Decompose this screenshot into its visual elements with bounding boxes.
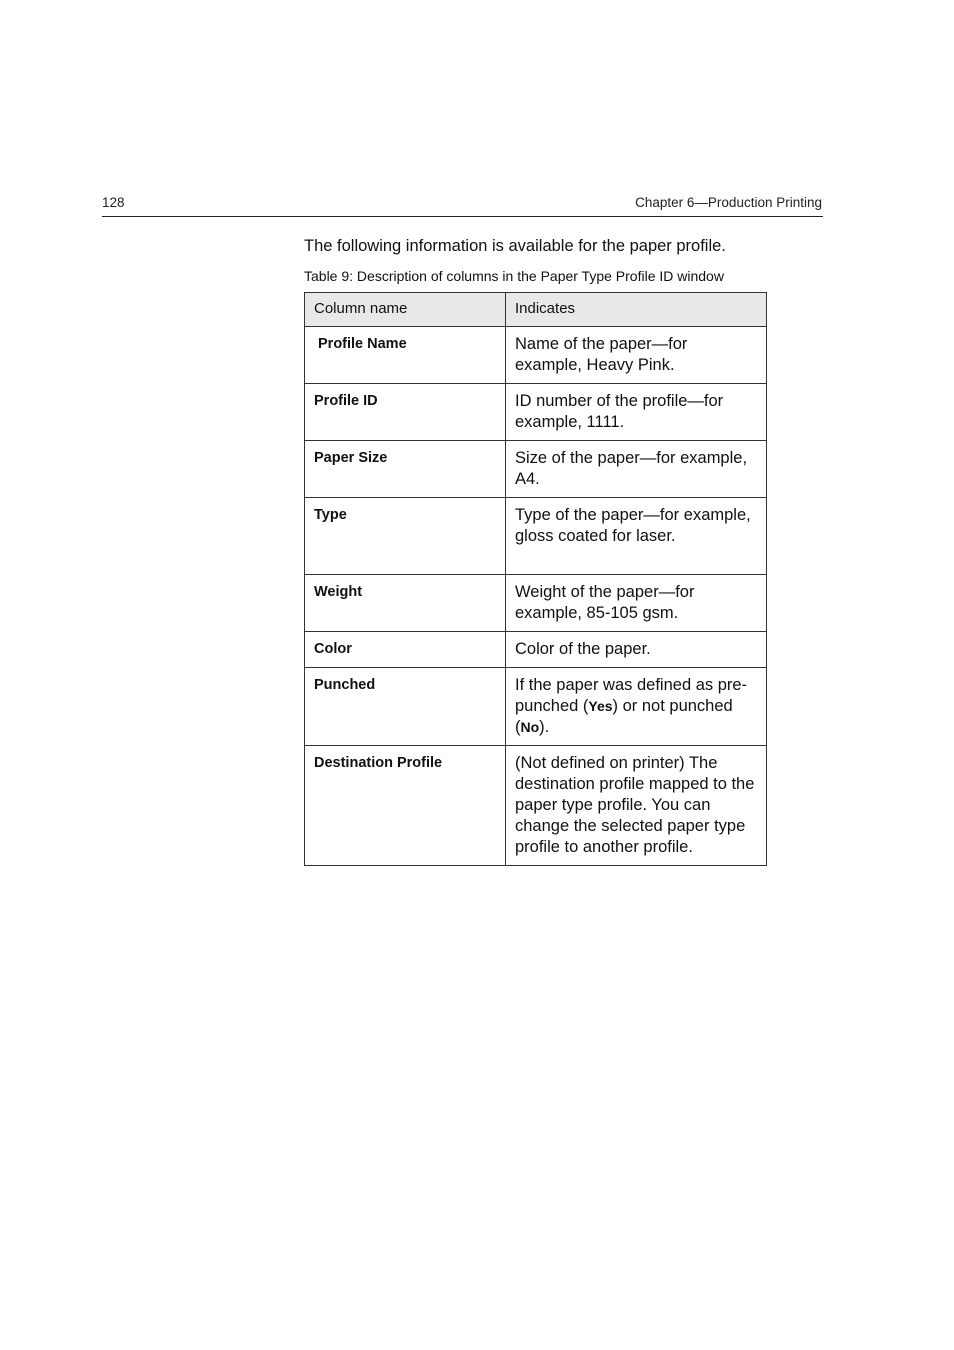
- table-caption: Table 9: Description of columns in the Paper Type Profile ID window: [304, 268, 724, 284]
- table-row: [305, 327, 767, 384]
- column-header-indicates: Indicates: [506, 293, 767, 327]
- row-description: Type of the paper—for example, gloss coated for laser.: [506, 498, 767, 575]
- table-row: [305, 575, 767, 632]
- row-name: Paper Size: [305, 441, 506, 498]
- value-no: No: [520, 719, 540, 735]
- header-divider: [102, 216, 823, 217]
- row-name: Type: [305, 498, 506, 575]
- row-name: Weight: [305, 575, 506, 632]
- row-name: Destination Profile: [305, 746, 506, 866]
- value-yes: Yes: [588, 698, 613, 714]
- chapter-running-head: Chapter 6—Production Printing: [635, 195, 822, 210]
- table-row: [305, 441, 767, 498]
- row-description: [506, 668, 767, 746]
- table-row: [305, 668, 767, 746]
- table-row: [305, 384, 767, 441]
- row-description: Name of the paper—for example, Heavy Pink.: [506, 327, 767, 384]
- table-header-row: [305, 293, 767, 327]
- row-description: ID number of the profile—for example, 1111.: [506, 384, 767, 441]
- table-row: [305, 632, 767, 668]
- row-name: Profile ID: [305, 384, 506, 441]
- row-name: Punched: [305, 668, 506, 746]
- column-header-name: Column name: [305, 293, 506, 327]
- page-number: 128: [102, 195, 125, 210]
- table-row: [305, 746, 767, 866]
- row-description: Size of the paper—for example, A4.: [506, 441, 767, 498]
- description-text: ) or not punched (: [515, 697, 733, 736]
- description-text: ).: [539, 718, 550, 736]
- intro-paragraph: The following information is available for the paper profile.: [304, 237, 726, 255]
- description-text: If the paper was defined as pre-punched (: [515, 676, 748, 715]
- row-name: Profile Name: [305, 327, 506, 384]
- table-row: [305, 498, 767, 575]
- row-description: (Not defined on printer) The destination profile mapped to the paper type profile. You can change the selected paper type profile to another profile.: [506, 746, 767, 866]
- row-description: Weight of the paper—for example, 85-105 gsm.: [506, 575, 767, 632]
- row-name: Color: [305, 632, 506, 668]
- paper-profile-columns-table: [304, 292, 767, 866]
- row-description: Color of the paper.: [506, 632, 767, 668]
